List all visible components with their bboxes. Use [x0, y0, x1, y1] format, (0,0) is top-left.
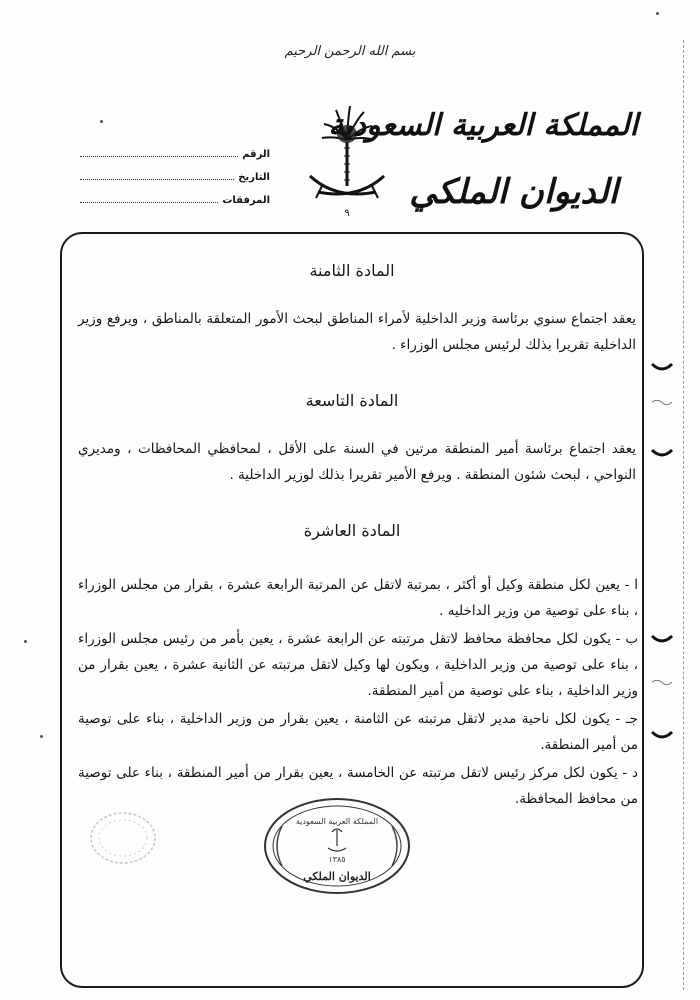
article-10-item-a: ا - يعين لكل منطقة وكيل أو أكثر ، بمرتبة لاتقل عن المرتبة الرابعة عشرة ، بقرار من مجلس الوزراء ، بناء على توصية من وزير الداخليه .: [78, 577, 638, 619]
field-date-label: التاريخ: [238, 172, 270, 183]
page-edge-line: [682, 40, 684, 990]
pencil-mark-2: [650, 676, 674, 690]
binding-mark-3: [650, 632, 674, 646]
binding-mark-4: [650, 728, 674, 742]
letterhead-kingdom: المملكة العربية السعودية: [328, 108, 638, 143]
field-number-line: [80, 148, 238, 157]
article-10-item-b: ب - يكون لكل محافظة محافظ لاتقل مرتبته عن الرابعة عشرة ، يعين بأمر من رئيس مجلس الوزراء ، بناء على توصية من وزير الداخلية ، ويكون لها وكيل لاتقل مرتبته عن الثانية عشرة ، يعين بقرار من وزير الداخلية ، بناء على توصية من أمير المنطقة.: [78, 631, 638, 699]
reference-fields: [80, 148, 270, 217]
article-9-body: [78, 436, 636, 488]
field-number-label: الرقم: [242, 149, 270, 160]
field-date: [80, 171, 270, 194]
article-9-text: يعقد اجتماع برئاسة أمير المنطقة مرتين في السنة على الأقل ، لمحافظي المحافظات ، ومديري النواحي ، لبحث شئون المنطقة . ويرفع الأمير تقريرا بذلك لوزير الداخلية .: [78, 441, 636, 483]
field-date-line: [80, 171, 234, 180]
royal-court-seal: [262, 796, 412, 896]
field-attachments-label: المرفقات: [222, 195, 270, 206]
field-attachments: [80, 194, 270, 217]
seal-bottom-text: الديوان الملكي: [303, 870, 371, 883]
article-8-text: يعقد اجتماع سنوي برئاسة وزير الداخلية لأمراء المناطق لبحث الأمور المتعلقة بالمناطق ، ويرفع وزير الداخلية تقريرا بذلك لرئيس مجلس الوزراء .: [78, 311, 636, 353]
article-10-item-c: جـ - يكون لكل ناحية مدير لاتقل مرتبته عن الثامنة ، يعين بقرار من وزير الداخلية ، بناء على توصية من أمير المنطقة.: [78, 711, 638, 753]
paper-speck: [40, 735, 43, 738]
faded-stamp: [88, 810, 158, 866]
letterhead-royal-court: الديوان الملكي: [409, 172, 618, 212]
basmala: بسم الله الرحمن الرحيم: [284, 44, 416, 59]
article-8-body: [78, 306, 636, 358]
article-9-title: المادة التاسعة: [305, 391, 399, 410]
paper-speck: [656, 12, 659, 15]
article-8-title: المادة الثامنة: [309, 261, 395, 280]
paper-speck: [100, 120, 103, 123]
pencil-mark-1: [650, 396, 674, 410]
article-10-item-d: د - يكون لكل مركز رئيس لاتقل مرتبته عن الخامسة ، يعين بقرار من أمير المنطقة ، بناء على توصية من محافظ المحافظة.: [78, 765, 638, 807]
article-9-heading: [60, 388, 644, 414]
article-10-title: المادة العاشرة: [303, 521, 401, 540]
page-number: ٩: [344, 208, 350, 219]
field-number: [80, 148, 270, 171]
binding-mark-2: [650, 446, 674, 460]
field-attachments-line: [80, 194, 218, 203]
article-10-heading: [60, 518, 644, 544]
binding-mark-1: [650, 360, 674, 374]
article-10-items: [78, 572, 638, 814]
paper-speck: [24, 640, 27, 643]
article-8-heading: [60, 258, 644, 284]
seal-top-text: المملكة العربية السعودية: [295, 817, 379, 826]
seal-year: ١٣٨٥: [328, 855, 346, 864]
